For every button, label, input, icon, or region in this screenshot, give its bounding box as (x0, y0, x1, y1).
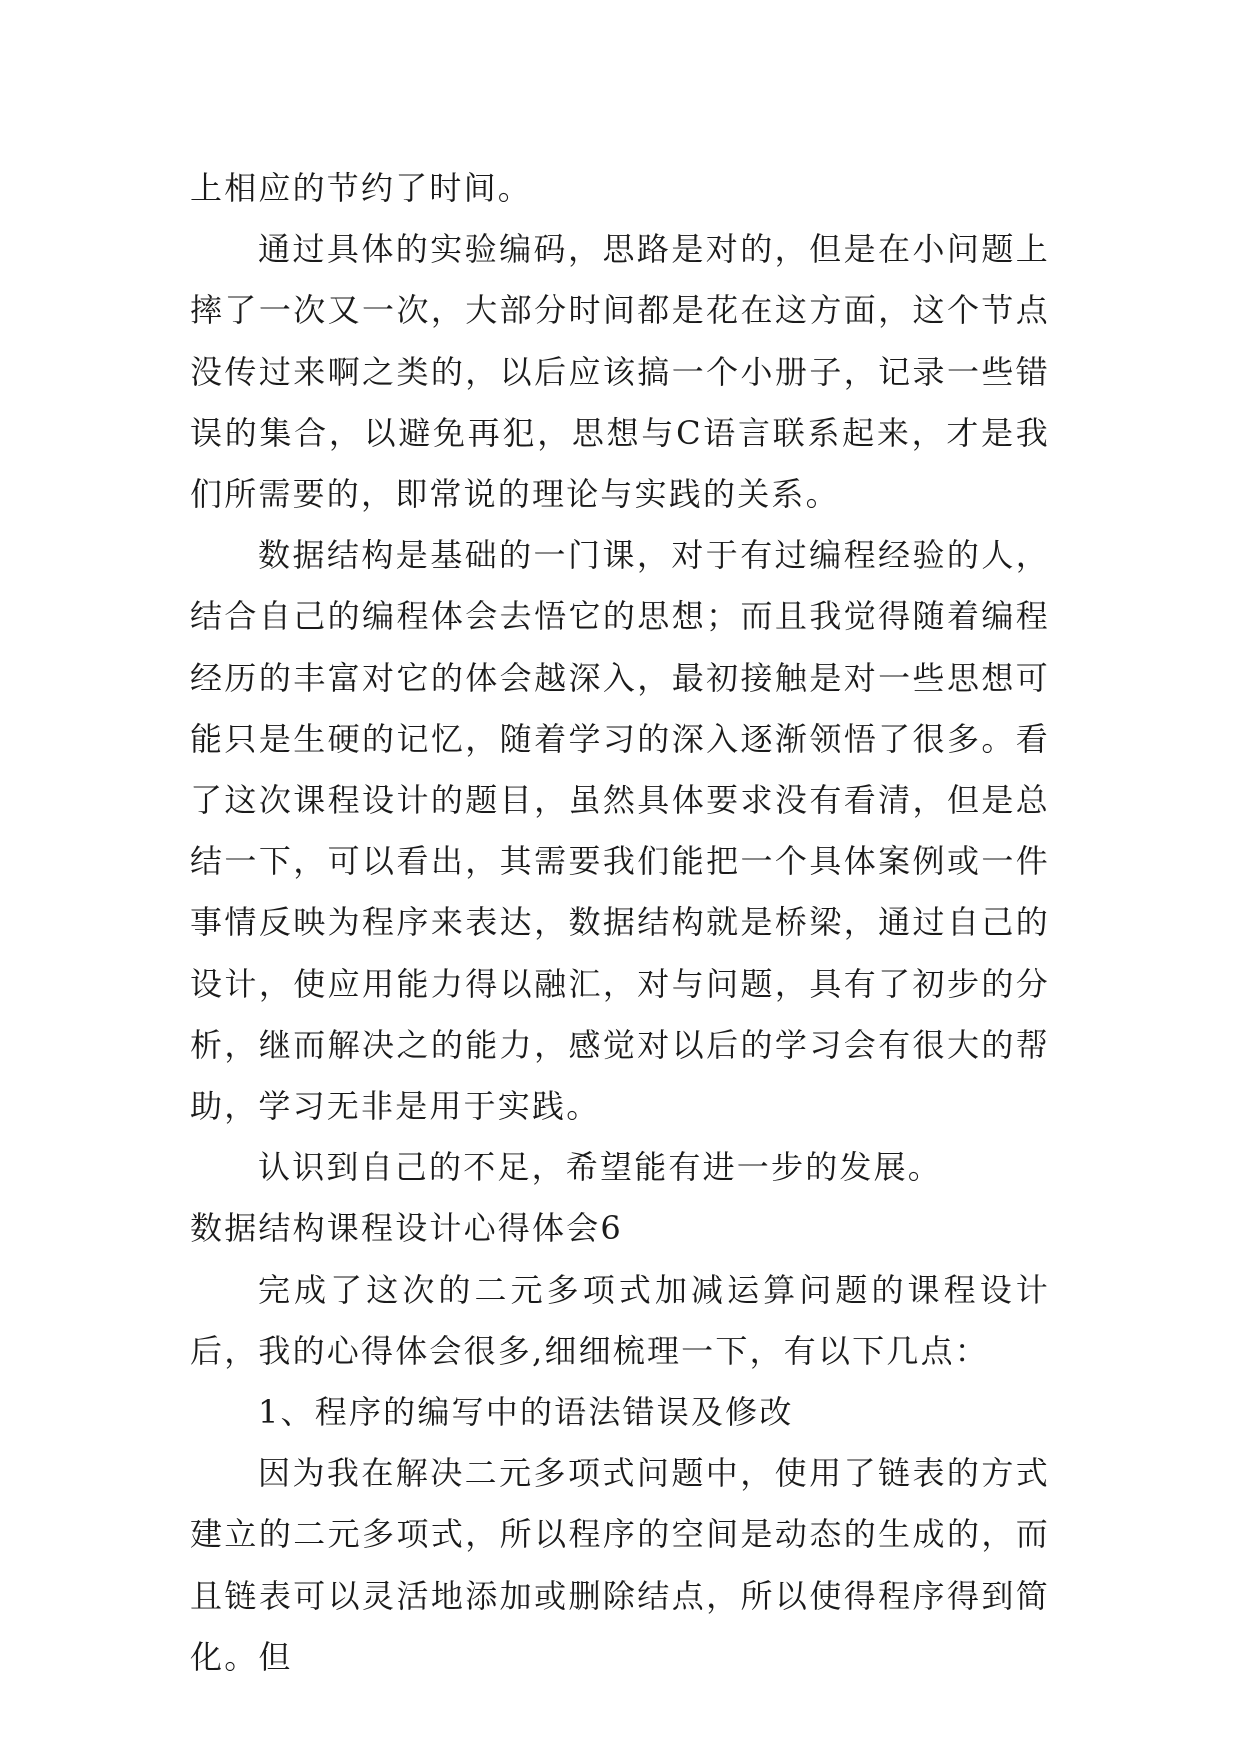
paragraph-linked-list: 因为我在解决二元多项式问题中，使用了链表的方式建立的二元多项式，所以程序的空间是动态的生成的，而且链表可以灵活地添加或删除结点，所以使得程序得到简化。但 (190, 1454, 1050, 1676)
paragraph-continuation: 上相应的节约了时间。 (190, 169, 533, 207)
document-body (190, 158, 1050, 1688)
section-heading: 数据结构课程设计心得体会6 (190, 1209, 623, 1248)
paragraph-completion: 完成了这次的二元多项式加减运算问题的课程设计后，我的心得体会很多,细细梳理一下，有以下几点： (190, 1270, 1050, 1370)
paragraph-shortcomings: 认识到自己的不足，希望能有进一步的发展。 (258, 1148, 943, 1187)
paragraph-data-structure-course: 数据结构是基础的一门课，对于有过编程经验的人，结合自己的编程体会去悟它的思想；而且我觉得随着编程经历的丰富对它的体会越深入，最初接触是对一些思想可能只是生硬的记忆，随着学习的深入逐渐领悟了很多。看了这次课程设计的题目，虽然具体要求没有看清，但是总结一下，可以看出，其需要我们能把一个具体案例或一件事情反映为程序来表达，数据结构就是桥梁，通过自己的设计，使应用能力得以融汇，对与问题，具有了初步的分析，继而解决之的能力，感觉对以后的学习会有很大的帮助，学习无非是用于实践。 (190, 536, 1050, 1126)
paragraph-experiment-coding: 通过具体的实验编码，思路是对的，但是在小问题上摔了一次又一次，大部分时间都是花在这方面，这个节点没传过来啊之类的，以后应该搞一个小册子，记录一些错误的集合，以避免再犯，思想与C语言联系起来，才是我们所需要的，即常说的理论与实践的关系。 (190, 230, 1050, 514)
paragraph-point-1: 1、程序的编写中的语法错误及修改 (258, 1393, 794, 1432)
